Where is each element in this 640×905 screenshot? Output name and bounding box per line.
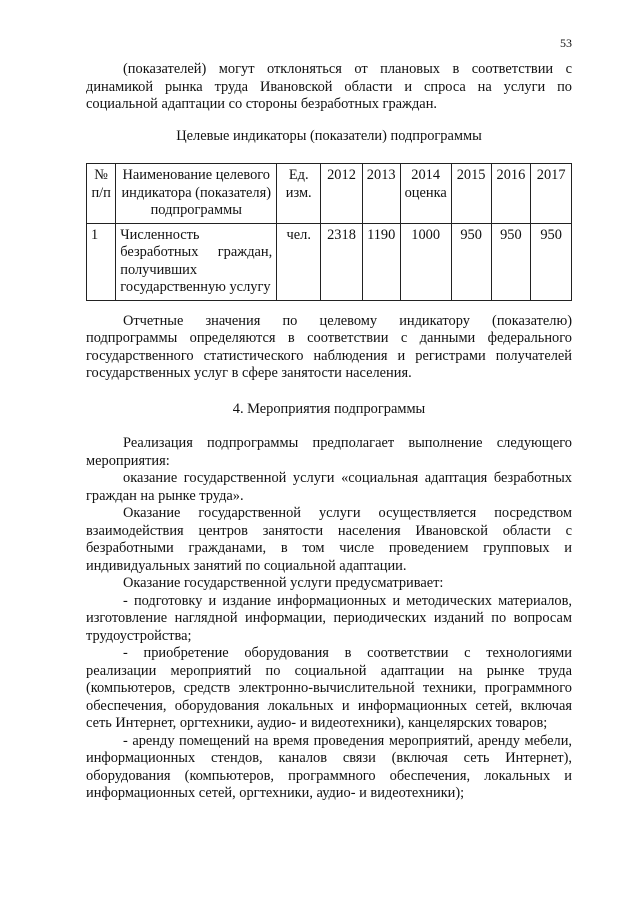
page-number: 53	[560, 36, 572, 50]
cell-2014: 1000	[400, 223, 451, 300]
section-paragraph: Реализация подпрограммы предполагает выполнение следующего мероприятия:	[86, 435, 572, 469]
header-cell-2015: 2015	[451, 164, 491, 224]
cell-2012: 2318	[321, 223, 363, 300]
cell-2015: 950	[451, 223, 491, 300]
section-paragraph: Оказание государственной услуги осуществляется посредством взаимодействия центров занятости населения Ивановской области с безработными гражданами, в том числе проведением групповых и индивидуальных занятий по социальной адаптации.	[86, 505, 572, 574]
table-title: Целевые индикаторы (показатели) подпрограммы	[176, 127, 482, 144]
header-cell-2014: 2014 оценка	[400, 164, 451, 224]
section-paragraph: - аренду помещений на время проведения мероприятий, аренду мебели, информационных стендов, каналов связи (включая сеть Интернет), оборудования (компьютеров, программного обеспечения, локальных и информационных сетей, оргтехники, аудио- и видеотехники);	[86, 732, 572, 801]
header-cell-unit: Ед. изм.	[277, 164, 321, 224]
header-cell-number: № п/п	[87, 164, 116, 224]
spacer	[86, 301, 572, 313]
section-paragraph: - приобретение оборудования в соответствии с технологиями реализации мероприятий по социальной адаптации на рынке труда (компьютеров, средств электронно-вычислительной техники, программного обеспечения, оборудования локальных и информационных сетей, включая сеть Интернет, оргтехники, аудио- и видеотехники), канцелярских товаров;	[86, 645, 572, 731]
indicators-table	[86, 163, 572, 301]
cell-unit: чел.	[277, 223, 321, 300]
section-paragraph: - подготовку и издание информационных и методических материалов, изготовление наглядной информации, периодических изданий по вопросам трудоустройства;	[86, 592, 572, 644]
page-content	[86, 61, 572, 803]
section-paragraph: оказание государственной услуги «социальная адаптация безработных граждан на рынке труда».	[86, 470, 572, 504]
header-cell-2016: 2016	[491, 164, 531, 224]
cell-2017: 950	[531, 223, 572, 300]
after-table-paragraph: Отчетные значения по целевому индикатору (показателю) подпрограммы определяются в соответствии с данными федерального государственного статистического наблюдения и регистрами получателей государственных услуг в сфере занятости населения.	[86, 312, 572, 381]
header-cell-2013: 2013	[362, 164, 400, 224]
section-heading: 4. Мероприятия подпрограммы	[232, 400, 426, 417]
section-paragraph: Оказание государственной услуги предусматривает:	[123, 575, 444, 591]
header-cell-2012: 2012	[321, 164, 363, 224]
header-cell-2017: 2017	[531, 164, 572, 224]
table-row	[87, 223, 572, 300]
intro-paragraph: (показателей) могут отклоняться от плановых в соответствии с динамикой рынка труда Ивановской области и спроса на услуги по социальной адаптации со стороны безработных граждан.	[86, 61, 572, 112]
cell-number: 1	[87, 223, 116, 300]
table-header-row	[87, 164, 572, 224]
cell-2016: 950	[491, 223, 531, 300]
header-cell-name: Наименование целевого индикатора (показателя) подпрограммы	[116, 164, 277, 224]
cell-indicator-name: Численность безработных граждан, получивших государственную услугу	[116, 223, 277, 300]
cell-2013: 1190	[362, 223, 400, 300]
